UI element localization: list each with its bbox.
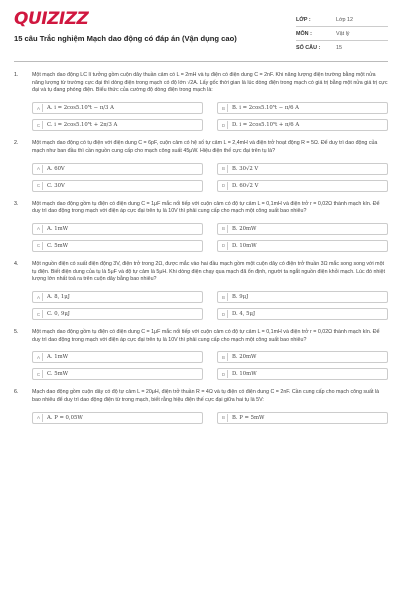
meta-row-count: [296, 41, 388, 55]
answer-options: [32, 291, 388, 320]
question-body: [32, 389, 388, 423]
option-letter: D: [220, 310, 228, 318]
option-text: C. 5mW: [47, 242, 69, 249]
meta-key: MÔN :: [296, 30, 312, 37]
option-text: C. i = 2cos5.10⁵t + 2π/3 A: [47, 122, 118, 129]
option-letter: D: [220, 242, 228, 250]
answer-option[interactable]: [217, 308, 388, 320]
option-letter: C: [35, 121, 43, 129]
option-letter: B: [220, 104, 228, 112]
answer-option[interactable]: [217, 119, 388, 131]
answer-options: [32, 163, 388, 192]
option-text: A. 8, 1μJ: [47, 294, 70, 301]
answer-option[interactable]: [217, 163, 388, 175]
option-text: A. P = 0,05W: [47, 414, 83, 421]
meta-key: SỐ CÂU :: [296, 45, 321, 51]
question-item: [14, 140, 388, 191]
meta-key: LỚP :: [296, 16, 311, 23]
question-text: Mạch dao động gồm cuộn dây có độ tự cảm L = 20μH, điện trở thuần R = 4Ω và tụ điện có điện dung C = 2nF. Cần cung cấp cho mạch công suất là bao nhiêu để duy trì dao động điện từ trong mạch, biết rằng hiệu điện thế cực đại giữa hai tụ là 5V:: [32, 389, 380, 404]
question-text: Một mạch dao động có tụ điện với điện dung C = 6pF, cuộn cảm có hệ số tự cảm L = 2,4mH và điện trở hoạt động R = 5Ω. Để duy trì dao động của mạch như ban đầu thì cần nguồn cung cấp cho mạch công suất 45μW. Hiệu điện thế cực đại trên tụ là?: [32, 140, 378, 154]
option-letter: B: [220, 225, 228, 233]
answer-option[interactable]: [217, 291, 388, 303]
answer-options: [32, 351, 388, 380]
question-number: 3.: [14, 200, 19, 207]
answer-option[interactable]: [32, 240, 203, 252]
question-item: [14, 389, 388, 423]
option-text: B. i = 2cos5.10⁵t − π/6 A: [232, 105, 299, 112]
option-text: B. 20mW: [232, 354, 257, 361]
answer-options: [32, 102, 388, 131]
question-item: [14, 329, 388, 380]
answer-options: [32, 412, 388, 424]
question-body: [32, 72, 388, 131]
meta-value: Lớp 12: [336, 16, 354, 23]
option-letter: B: [220, 165, 228, 173]
answer-option[interactable]: [217, 102, 388, 114]
meta-row-class: [296, 13, 388, 27]
meta-table: [296, 13, 388, 55]
answer-option[interactable]: [32, 291, 203, 303]
option-text: D. 60√2 V: [232, 182, 259, 189]
meta-value: Vật lý: [336, 30, 350, 37]
option-letter: D: [220, 370, 228, 378]
question-item: [14, 201, 388, 252]
option-letter: B: [220, 353, 228, 361]
option-letter: C: [35, 242, 43, 250]
option-text: A. i = 2cos5.10⁵t − π/3 A: [47, 105, 114, 112]
answer-options: [32, 223, 388, 252]
option-text: D. i = 2cos5.10⁵t + π/6 A: [232, 122, 300, 129]
page-title: 15 câu Trắc nghiệm Mạch dao động có đáp án (Vận dụng cao): [14, 34, 237, 43]
option-text: B. 30√2 V: [232, 165, 259, 172]
meta-row-subject: [296, 27, 388, 41]
answer-option[interactable]: [32, 368, 203, 380]
answer-option[interactable]: [32, 223, 203, 235]
option-text: C. 30V: [47, 182, 65, 189]
answer-option[interactable]: [217, 180, 388, 192]
answer-option[interactable]: [32, 163, 203, 175]
option-text: A. 60V: [47, 165, 65, 172]
question-body: [32, 329, 388, 380]
option-text: B. 9μJ: [232, 294, 249, 301]
option-letter: B: [220, 414, 228, 422]
option-text: B. 20mW: [232, 225, 257, 232]
answer-option[interactable]: [32, 351, 203, 363]
quizizz-logo[interactable]: QUIZIZZ: [14, 9, 89, 29]
option-letter: A: [35, 225, 43, 233]
question-number: 5.: [14, 329, 19, 336]
option-text: D. 10mW: [232, 242, 257, 249]
header-divider: [14, 61, 388, 62]
option-letter: A: [35, 104, 43, 112]
option-text: B. P = 5mW: [232, 414, 265, 421]
question-item: [14, 72, 388, 131]
option-letter: C: [35, 370, 43, 378]
option-letter: D: [220, 121, 228, 129]
option-letter: A: [35, 353, 43, 361]
answer-option[interactable]: [217, 368, 388, 380]
answer-option[interactable]: [217, 351, 388, 363]
brand: [14, 10, 237, 55]
header: [14, 10, 388, 55]
answer-option[interactable]: [32, 180, 203, 192]
option-letter: C: [35, 182, 43, 190]
question-body: [32, 140, 388, 191]
question-item: [14, 261, 388, 320]
answer-option[interactable]: [217, 412, 388, 424]
option-text: D. 4, 5μJ: [232, 311, 256, 318]
option-text: A. 1mW: [47, 225, 69, 232]
option-text: A. 1mW: [47, 354, 69, 361]
question-list: [14, 72, 388, 424]
option-letter: C: [35, 310, 43, 318]
answer-option[interactable]: [217, 240, 388, 252]
option-letter: B: [220, 293, 228, 301]
question-number: 1.: [14, 72, 19, 78]
answer-option[interactable]: [32, 412, 203, 424]
option-letter: D: [220, 182, 228, 190]
question-number: 6.: [14, 389, 19, 396]
question-text: Một mạch dao động gồm tụ điện có điện dung C = 1μF mắc nối tiếp với cuộn cảm có độ tự cảm L = 0,1mH và điện trở r = 0,02Ω thành mạch kín. Để duy trì dao động trong mạch với điện áp cực đại trên tụ là 10V thì phải cung cấp cho mạch một công suất bao nhiêu?: [32, 200, 380, 215]
question-text: Một mạch dao động gồm tụ điện có điện dung C = 1μF mắc nối tiếp với cuộn cảm có độ tự cảm L = 0,1mH và điện trở r = 0,02Ω thành mạch kín. Để duy trì dao động trong mạch với điện áp cực đại trên tụ là 10V thì phải cung cấp cho mạch một công suất bao nhiêu?: [32, 329, 380, 343]
question-number: 4.: [14, 260, 19, 267]
question-body: [32, 261, 388, 320]
option-letter: A: [35, 293, 43, 301]
question-text: Một mạch dao động LC lí tưởng gồm cuộn dây thuần cảm có L = 2mH và tụ điện có điện dung C = 2nF. Khi năng lượng điện trường bằng một nửa năng lượng từ trường cực đại thì dòng điện trong mạch có độ lớn √2A. Lấy gốc thời gian là lúc dòng điện trong mạch có giá trị bằng một nửa giá trị cực đại và tụ đang phóng điện. Biểu thức của cường độ dòng điện trong mạch là:: [32, 72, 388, 94]
question-text: Một nguồn điện có suất điện động 3V, điện trở trong 2Ω, được mắc vào hai đầu mạch gồm một cuộn dây có điện trở thuần 3Ω mắc song song với một tụ điện. Biết điện dung của tụ là 5μF và độ tự cảm là 5μH. Khi dòng điện chạy qua mạch đã ổn định, người ta ngắt nguồn điện khỏi mạch. Lúc đó nhiệt lượng lớn nhất toả ra trên cuộn dây bằng bao nhiêu?: [32, 260, 385, 283]
option-text: C. 0, 9μJ: [47, 311, 70, 318]
option-text: C. 5mW: [47, 371, 69, 378]
answer-option[interactable]: [217, 223, 388, 235]
meta-value: 15: [336, 45, 342, 51]
answer-option[interactable]: [32, 119, 203, 131]
question-number: 2.: [14, 140, 19, 147]
answer-option[interactable]: [32, 308, 203, 320]
option-letter: A: [35, 165, 43, 173]
answer-option[interactable]: [32, 102, 203, 114]
option-letter: A: [35, 414, 43, 422]
option-text: D. 10mW: [232, 371, 257, 378]
question-body: [32, 201, 388, 252]
